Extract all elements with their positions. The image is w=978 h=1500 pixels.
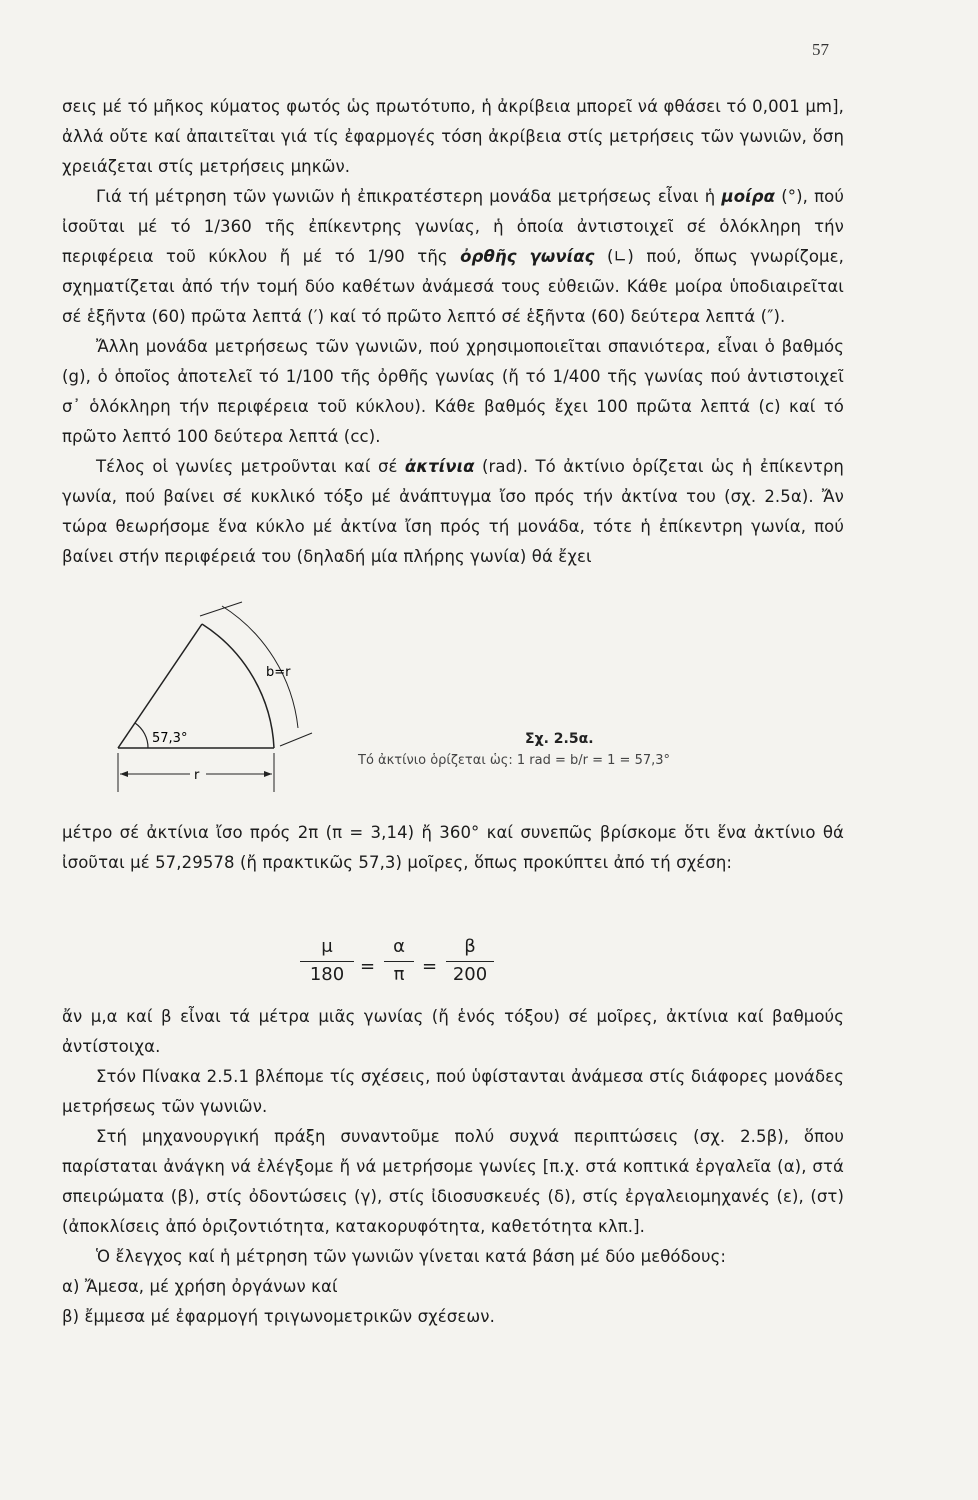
caption-title: Σχ. 2.5α. [525, 731, 594, 747]
paragraph-table-ref: Στόν Πίνακα 2.5.1 βλέπομε τίς σχέσεις, πού ὑφίστανται ἀνάμεσα στίς διάφορες μονάδες μετρήσεως τῶν γωνιῶν. [62, 1067, 844, 1116]
arc-extension-top [200, 602, 242, 616]
numerator-mu: μ [300, 936, 354, 962]
fraction-1-100: 1/100 [285, 367, 334, 386]
arc-label: b=r [266, 665, 291, 680]
paragraph-full-angle: μέτρο σέ ἀκτίνια ἴσο πρός 2π (π = 3,14) ἤ 360° καί συνεπῶς βρίσκομε ὅτι ἕνα ἀκτίνιο θά ἰσοῦται μέ 57,29578 (ἤ πρακτικῶς 57,3) μοῖρες, ὅπως προκύπτει ἀπό τή σχέση: [62, 823, 844, 872]
paragraph-block-middle [62, 818, 844, 878]
angle-label: 57,3° [152, 731, 188, 746]
denominator-180: 180 [309, 964, 345, 985]
radius-arrow-right [264, 771, 272, 777]
paragraph-machining: Στή μηχανουργική πράξη συναντοῦμε πολύ συχνά περιπτώσεις (σχ. 2.5β), ὅπου παρίσταται ἀνάγκη νά ἐλέγξομε ἤ νά μετρήσομε γωνίες [π.χ. στά κοπτικά ἐργαλεῖα (α), στά σπειρώματα (β), στίς ὀδοντώσεις (γ), στίς ἰδιοσυσκευές (δ), στίς ἐργαλειομηχανές (ε), (στ) (ἀποκλίσεις ἀπό ὁριζοντιότητα, κατακορυφότητα, καθετότητα κλπ.]. [62, 1127, 844, 1236]
paragraph-degree: Γιά τή μέτρηση τῶν γωνιῶν ἡ ἐπικρατέστερη μονάδα μετρήσεως εἶναι ἡ μοίρα (°), πού ἰσοῦται μέ τό 1/360 τῆς ἐπίκεντρης γωνίας, ἡ ὁποία ἀντιστοιχεῖ σέ ὁλόκληρη τήν περιφέρεια τοῦ κύκλου ἤ μέ τό 1/90 τῆς ὀρθῆς γωνίας (∟) πού, ὅπως γνωρίζομε, σχηματίζεται ἀπό τήν τομή δύο καθέτων ἀνάμεσά τους εὐθειῶν. Κάθε μοίρα ὑποδιαιρεῖται σέ ἑξῆντα (60) πρῶτα λεπτά (′) καί τό πρῶτο λεπτό σέ ἑξῆντα (60) δεύτερα λεπτά (″). [62, 187, 844, 326]
paragraph-block-bottom [62, 1002, 844, 1332]
slanted-radius-line [118, 624, 202, 748]
paragraph-grad: Ἄλλη μονάδα μετρήσεως τῶν γωνιῶν, πού χρησιμοποιεῖται σπανιότερα, εἶναι ὁ βαθμός (g), ὁ ὁποῖος ἀποτελεῖ τό 1/100 τῆς ὀρθῆς γωνίας (ἤ τό 1/400 τῆς γωνίας πού ἀντιστοιχεῖ σ᾿ ὁλόκληρη τήν περιφέρεια τοῦ κύκλου). Κάθε βαθμός ἔχει 100 πρῶτα λεπτά (c) καί τό πρῶτο λεπτό 100 δεύτερα λεπτά (cc). [62, 337, 844, 446]
fraction-alpha [384, 936, 414, 985]
denominator-pi: π [393, 964, 405, 985]
list-item-indirect: β) ἔμμεσα μέ ἐφαρμογή τριγωνομετρικῶν σχέσεων. [62, 1307, 495, 1326]
paragraph-block-top [62, 92, 844, 572]
fraction-1-360: 1/360 [203, 217, 252, 236]
arc-extension-bottom [280, 733, 312, 746]
radius-label: r [194, 768, 200, 783]
caption-text: Τό ἀκτίνιο ὁρίζεται ὡς: 1 rad = b/r = 1 = 57,3° [358, 753, 671, 768]
numerator-alpha: α [384, 936, 414, 962]
radius-arrow-left [120, 771, 128, 777]
paragraph-radian: Τέλος οἱ γωνίες μετροῦνται καί σέ ἀκτίνια (rad). Τό ἀκτίνιο ὁρίζεται ὡς ἡ ἐπίκεντρη γωνία, πού βαίνει σέ κυκλικό τόξο μέ ἀνάπτυγμα ἴσο πρός τήν ἀκτίνα του (σχ. 2.5α). Ἄν τώρα θεωρήσομε ἕνα κύκλο μέ ἀκτίνα ἴση πρός τή μονάδα, τότε ἡ ἐπίκεντρη γωνία, πού βαίνει στήν περιφέρειά του (δηλαδή μία πλήρης γωνία) θά ἔχει [62, 457, 844, 566]
page-number: 57 [812, 40, 829, 59]
paragraph-continuation: σεις μέ τό μῆκος κύματος φωτός ὡς πρωτότυπο, ἡ ἀκρίβεια μπορεῖ νά φθάσει τό 0,001 μm], ἀλλά οὔτε καί ἀπαιτεῖται γιά τίς ἐφαρμογές τόση ἀκρίβεια στίς μετρήσεις τῶν γωνιῶν, ὅση χρειάζεται στίς μετρήσεις μηκῶν. [62, 97, 844, 176]
term-orthi-gonia: ὀρθῆς γωνίας [460, 247, 595, 266]
angle-arc [135, 723, 148, 748]
numerator-beta: β [446, 936, 494, 962]
equals-sign-2: = [422, 956, 438, 977]
paragraph-variables: ἄν μ,α καί β εἶναι τά μέτρα μιᾶς γωνίας (ἤ ἑνός τόξου) σέ μοῖρες, ἀκτίνια καί βαθμούς ἀντίστοιχα. [62, 1007, 844, 1056]
figure-caption [358, 728, 828, 772]
term-moira: μοίρα [721, 187, 776, 206]
paragraph-methods: Ὁ ἔλεγχος καί ἡ μέτρηση τῶν γωνιῶν γίνεται κατά βάση μέ δύο μεθόδους: [96, 1247, 727, 1266]
fraction-1-90: 1/90 [367, 247, 405, 266]
term-aktinia: ἀκτίνια [404, 457, 475, 476]
conversion-formula [300, 936, 500, 1002]
fraction-mu [300, 936, 354, 985]
list-item-direct: α) Ἄμεσα, μέ χρήση ὀργάνων καί [62, 1277, 338, 1296]
equals-sign-1: = [360, 956, 376, 977]
fraction-beta [446, 936, 494, 985]
fraction-1-400: 1/400 [552, 367, 601, 386]
denominator-200: 200 [452, 964, 488, 985]
